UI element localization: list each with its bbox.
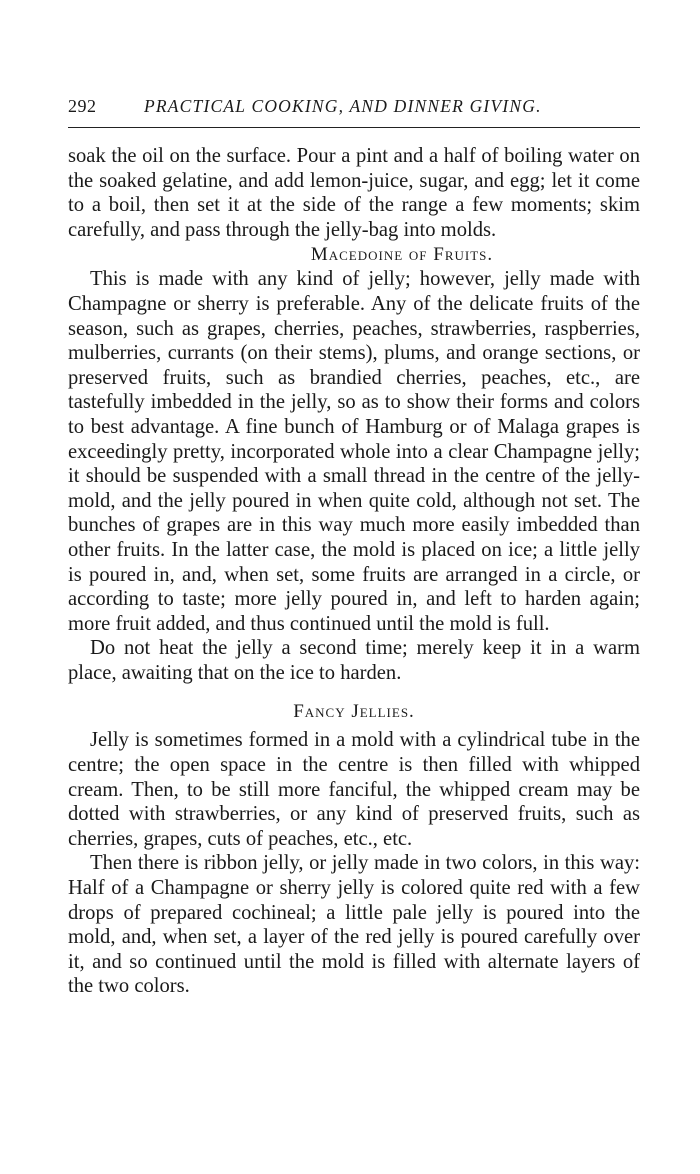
continued-paragraph: soak the oil on the surface. Pour a pint and a half of boiling water on the soaked gelatine, and add lemon-juice, sugar, and egg; let it come to a boil, then set it at the side of the range a few moments; skim carefully, and pass through the jelly-bag into molds. <box>68 145 640 241</box>
macedoine-paragraph-1: This is made with any kind of jelly; however, jelly made with Champagne or sherry is preferable. Any of the delicate fruits of the season, such as grapes, cherries, peaches, strawberries, raspberries, mulberries, currants (on their stems), plums, and orange sections, or preserved fruits, such as brandied cherries, peaches, etc., are tastefully imbedded in the jelly, so as to show their forms and colors to best advantage. A fine bunch of Hamburg or of Malaga grapes is exceedingly pretty, incorporated whole into a clear Champagne jelly; it should be suspended with a small thread in the centre of the jelly-mold, and the jelly poured in when quite cold, although not set. The bunches of grapes are in this way much more easily imbedded than other fruits. In the latter case, the mold is placed on ice; a little jelly is poured in, and, when set, some fruits are arranged in a circle, or according to taste; more jelly poured in, and left to harden again; more fruit added, and thus continued until the mold is full. <box>68 268 640 635</box>
running-head <box>68 96 640 120</box>
running-title: PRACTICAL COOKING, AND DINNER GIVING. <box>144 96 542 116</box>
body-text <box>68 144 640 999</box>
header-rule <box>68 127 640 128</box>
section-heading-macedoine: Macedoine of Fruits. <box>310 244 494 266</box>
page-number: 292 <box>68 96 97 116</box>
section-heading-fancy-jellies: Fancy Jellies. <box>293 701 415 723</box>
section-gap <box>68 685 640 699</box>
macedoine-paragraph-2: Do not heat the jelly a second time; merely keep it in a warm place, awaiting that on the ice to harden. <box>68 637 640 684</box>
fancy-jellies-paragraph-1: Jelly is sometimes formed in a mold with a cylindrical tube in the centre; the open space in the centre is then filled with whipped cream. Then, to be still more fanciful, the whipped cream may be dotted with strawberries, or any kind of preserved fruits, such as cherries, grapes, cuts of peaches, etc., etc. <box>68 729 640 850</box>
fancy-jellies-paragraph-2: Then there is ribbon jelly, or jelly made in two colors, in this way: Half of a Champagne or sherry jelly is colored quite red with a few drops of prepared cochineal; a little pale jelly is poured into the mold, and, when set, a layer of the red jelly is poured carefully over it, and so continued until the mold is filled with alternate layers of the two colors. <box>68 852 640 998</box>
